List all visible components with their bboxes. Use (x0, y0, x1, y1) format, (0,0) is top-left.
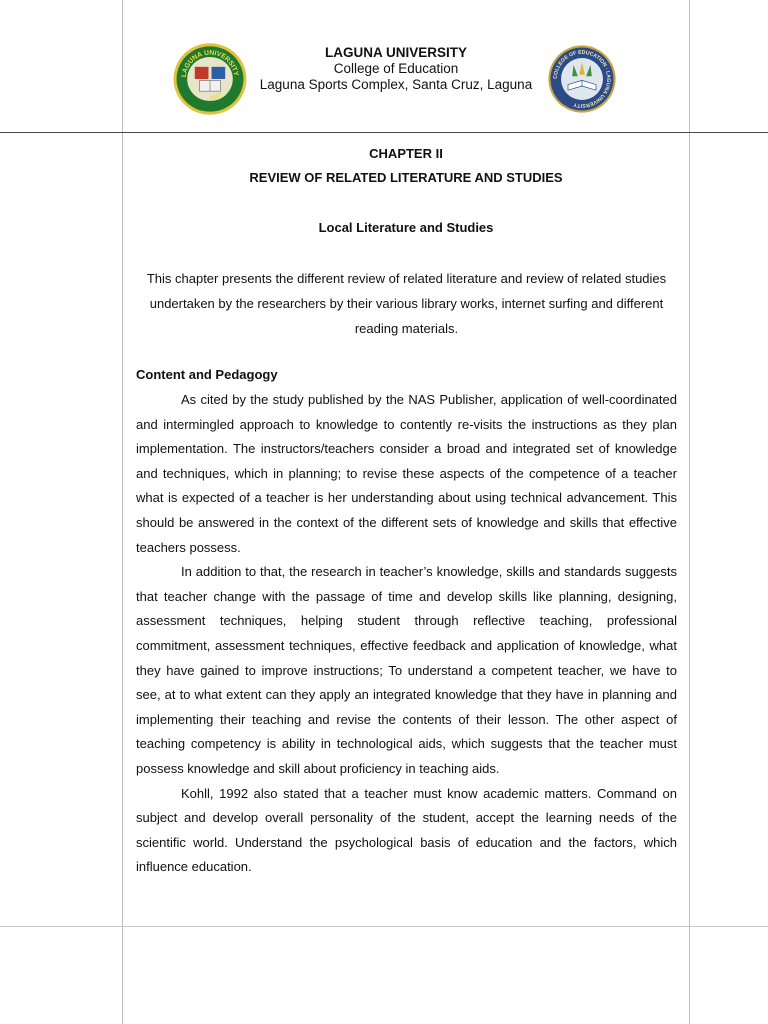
page-right-border (689, 0, 690, 1024)
seal-ring-text: LAGUNA UNIVERSITY (180, 49, 240, 78)
intro-paragraph: This chapter presents the different review of related literature and review of related studies undertaken by the researchers by their various library works, internet surfing and different reading materials. (146, 271, 667, 336)
letterhead (250, 45, 542, 93)
header-divider (0, 132, 768, 133)
university-name: LAGUNA UNIVERSITY (324, 45, 467, 60)
chapter-subtitle: Local Literature and Studies (318, 220, 494, 235)
body-paragraph: As cited by the study published by the NAS Publisher, application of well-coordinated and intermingled approach to knowledge to contently re-visits the instructions as they plan implementation. The instructors/teachers consider a broad and integrated set of knowledge and techniques, which in planning; to revise these aspects of the competence of a teacher what is expected of a teacher is her understanding about using technical advancement. This should be answered in the context of the different sets of knowledge and skills that effective teachers possess. (136, 392, 677, 555)
college-of-education-seal-icon (546, 44, 618, 114)
college-name: College of Education (333, 61, 459, 76)
chapter-title: REVIEW OF RELATED LITERATURE AND STUDIES (249, 170, 563, 185)
seal-ring-text: COLLEGE OF EDUCATION · LAGUNA UNIVERSITY (552, 49, 612, 109)
page-bottom-divider (0, 926, 768, 927)
laguna-university-seal-icon (172, 41, 248, 117)
section-body (136, 388, 677, 880)
seal-year-text: 2007 (209, 91, 224, 103)
body-paragraph: Kohll, 1992 also stated that a teacher must know academic matters. Command on subject and develop overall personality of the student, accept the learning needs of the scientific world. Understand the psychological basis of education and the factors, which influence education. (136, 785, 677, 875)
chapter-number: CHAPTER II (369, 146, 443, 161)
body-paragraph: In addition to that, the research in teacher’s knowledge, skills and standards suggests that teacher change with the passage of time and develop skills like planning, designing, assessment techniques, helping student through reflective teaching, professional commitment, assessment techniques, effective feedback and application of knowledge, what they have gained to improve instructions; To understand a competent teacher, we have to see, at to what extent can they apply an integrated knowledge that they have in planning and implementing their teaching and revise the contents of their lesson. The other aspect of teaching competency is ability in technological aids, which suggests that the teacher must possess knowledge and skill about proficiency in teaching aids. (136, 564, 677, 776)
address: Laguna Sports Complex, Santa Cruz, Laguna (259, 77, 533, 92)
page-left-border (122, 0, 123, 1024)
section-heading: Content and Pedagogy (136, 367, 278, 382)
